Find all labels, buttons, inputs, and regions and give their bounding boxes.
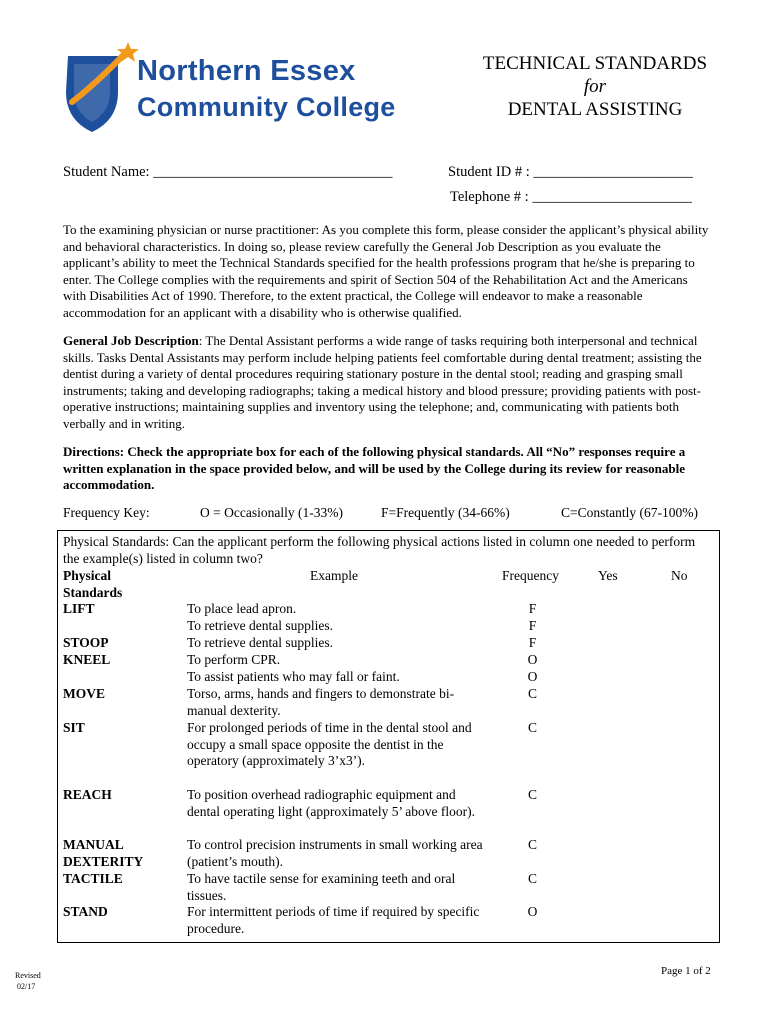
row-5-example: To assist patients who may fall or faint. [187, 669, 400, 684]
title-line1: TECHNICAL STANDARDS [482, 53, 708, 74]
student-name-field[interactable]: Student Name: _________________________________ [63, 164, 393, 180]
row-11-frequency: O [527, 904, 538, 919]
table-intro: Physical Standards: Can the applicant perform the following physical actions listed in column one needed to perform the example(s) listed in column two? [63, 534, 696, 566]
header-standards-line1: Physical [63, 568, 112, 583]
row-4-standard: KNEEL [63, 652, 111, 667]
row-10-frequency: C [527, 871, 537, 886]
header-no: No [671, 568, 688, 583]
intro-paragraph: To the examining physician or nurse practitioner: As you complete this form, please consider the applicant’s physical ability and behavioral characteristics. In doing so, please review carefully the General Job Description as you evaluate the applicant’s ability to meet the Technical Standards specified for the health professions program that he/she is preparing to enter. The College complies with the requirements and spirit of Section 504 of the Rehabilitation Act and the Americans with Disabilities Act of 1990. Therefore, to the extent practical, the College will endeavor to make a reasonable accommodation for an applicant with a disability who is otherwise qualified. [63, 222, 709, 320]
frequency-key-constantly: C=Constantly (67-100%) [561, 505, 698, 520]
row-8-frequency: C [527, 787, 537, 802]
row-7-example: For prolonged periods of time in the dental stool and occupy a small space opposite the dentist in the operatory (approximately 3’x3’). [187, 720, 472, 769]
row-7-frequency: C [527, 720, 537, 735]
row-1-example: To place lead apron. [187, 601, 297, 616]
row-1-frequency: F [528, 601, 537, 616]
row-9-example: To control precision instruments in small working area (patient’s mouth). [187, 837, 483, 869]
row-10-example: To have tactile sense for examining teeth and oral tissues. [187, 871, 456, 903]
document-title [440, 52, 750, 121]
revised-date: 02/17 [17, 982, 36, 991]
row-4-example: To perform CPR. [187, 652, 281, 667]
header-frequency: Frequency [502, 568, 559, 583]
row-6-frequency: C [527, 686, 537, 701]
telephone-field[interactable]: Telephone # : ______________________ [450, 189, 692, 205]
row-6-example: Torso, arms, hands and fingers to demonstrate bi-manual dexterity. [187, 686, 455, 718]
student-id-field[interactable]: Student ID # : ______________________ [448, 164, 693, 180]
row-11-standard: STAND [63, 904, 108, 919]
job-description-label: General Job Description [63, 333, 199, 348]
revised-label: Revised [15, 971, 41, 980]
header-standards [63, 568, 178, 601]
row-8-standard: REACH [63, 787, 112, 802]
header-yes: Yes [598, 568, 618, 583]
row-4-frequency: O [527, 652, 538, 667]
title-line2: for [583, 76, 607, 97]
row-5-frequency: O [527, 669, 538, 684]
college-name-line2: Community College [137, 92, 396, 122]
row-3-frequency: F [528, 635, 537, 650]
job-description-text: : The Dental Assistant performs a wide range of tasks requiring both interpersonal and technical skills. Tasks Dental Assistants may perform include helping patients feel comfortable during dental treatment; assisting the dentist during a variety of dental procedures requiring stationary posture in the dental stool; reading and grasping small instruments; taking and developing radiographs; taking a medical history and blood pressure; providing patients with post-operative instructions; maintaining supplies and inventory using the telephone; and, communicating with patients both verbally and in writing. [63, 333, 702, 431]
frequency-key-occasionally: O = Occasionally (1-33%) [200, 505, 343, 520]
row-7-standard: SIT [63, 720, 85, 735]
row-11-example: For intermittent periods of time if required by specific procedure. [187, 904, 480, 936]
page-number: Page 1 of 2 [661, 965, 711, 977]
row-9-standard: MANUAL DEXTERITY [63, 837, 144, 869]
college-name-line1: Northern Essex [137, 55, 356, 87]
row-10-standard: TACTILE [63, 871, 123, 886]
frequency-key-label: Frequency Key: [63, 505, 150, 520]
title-line3: DENTAL ASSISTING [507, 99, 683, 120]
row-3-standard: STOOP [63, 635, 109, 650]
frequency-key-frequently: F=Frequently (34-66%) [381, 505, 510, 520]
directions: Directions: Check the appropriate box for each of the following physical standards. All “No” responses require a written explanation in the space provided below, and will be used by the College during its review for reasonable accommodation. [63, 444, 686, 493]
row-1-standard: LIFT [63, 601, 95, 616]
row-8-example: To position overhead radiographic equipment and dental operating light (approximately 5’ above floor). [187, 787, 476, 819]
header-example: Example [310, 568, 358, 583]
row-9-frequency: C [527, 837, 537, 852]
job-description [63, 333, 713, 433]
row-2-example: To retrieve dental supplies. [187, 618, 334, 633]
row-2-frequency: F [528, 618, 537, 633]
row-3-example: To retrieve dental supplies. [187, 635, 334, 650]
header-standards-line2: Standards [63, 584, 123, 600]
row-6-standard: MOVE [63, 686, 105, 701]
